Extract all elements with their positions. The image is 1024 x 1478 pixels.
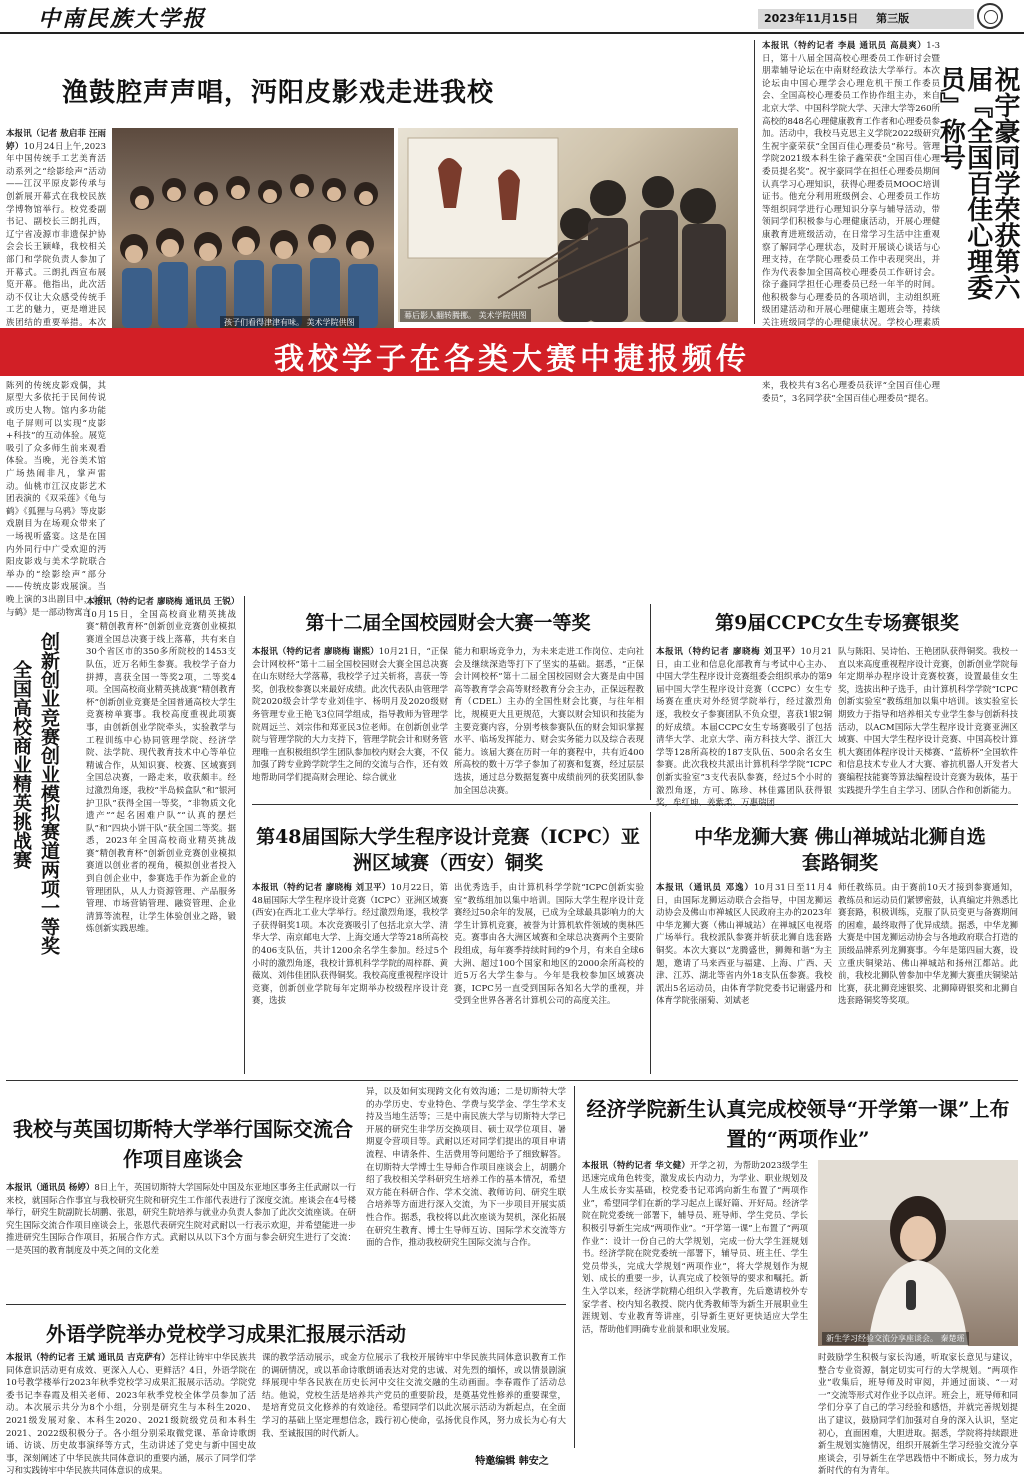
contest4-byline: 本报讯（特约记者 廖晓梅 刘卫平） bbox=[252, 883, 391, 893]
contest5-title-text: 中华龙狮大赛 佛山禅城站北狮自选套路铜奖 bbox=[694, 826, 986, 874]
article1-photo1-caption: 孩子们看得津津有味。 美术学院供图 bbox=[220, 316, 359, 329]
section-banner bbox=[0, 328, 1024, 376]
article2-title: 祝宇豪同学荣获第六届『全国百佳心理委员』称号 bbox=[935, 66, 1020, 300]
article5-byline: 本报讯（特约记者 王斌 通讯员 吉克萨有） bbox=[6, 1353, 171, 1363]
puppeteers-illustration bbox=[398, 128, 738, 322]
contest3-title: 第9届CCPC女生专场赛银奖 bbox=[715, 612, 959, 634]
article1-col1: 本报讯（记者 敖启菲 汪雨婷）10月24日上午,2023年中国传统手工艺美育活动系列之“绘影绘声”活动——江汉平原皮影传承与创新展开幕式在我校民族学博物馆举行。校党委副书记、副校长三朗扎西，辽宁省凌源市非遗保护协会会长王颖峰，我校相关部门和学院负责人参加了开幕式。三朗扎西宣布展览开幕。他指出，此次活动不仅让大众感受传统手工艺的魅力，更是增进民族团结的重要举措。本次 陈列的传统皮影戏偶，其原型大多依托于民间传说或历史人物。馆内多功能电子屏则可以实现“皮影+科技”的互动体验。展览吸引了众多师生前来观看体验。当晚，光谷美术馆广场热闹非凡，掌声雷动。仙桃市江汉皮影艺术团表演的《双采莲》《龟与鹤》《狐狸与乌鸦》等皮影戏剧目为在场观众带来了一场视听盛宴。这是在国内外同行中广受欢迎的沔阳皮影戏与美术学院联合举办的“绘影绘声”部分——传统皮影戏展演。当晚上演的3出剧目中，《龟与鹤》是一部动物寓言 bbox=[6, 129, 106, 618]
contest5-byline: 本报讯（通讯员 邓逸） bbox=[656, 883, 754, 893]
article4-title bbox=[580, 1094, 1016, 1154]
contest4-col1: 本报讯（特约记者 廖晓梅 刘卫平）10月22日，第48届国际大学生程序设计竞赛（ICPC）亚洲区域赛(西安)在西北工业大学举行。经过激烈角逐，我校学子获得铜奖1项。本次竞赛吸引了包括北京大学、清华大学、南京邮电大学、上海交通大学等218所高校的406支队伍，共计1200余名学生参加。经过5个小时的激烈角逐，我校计算机科学学院的周梓群、黄薇岚、刘伟佳团队获得铜奖。我校高度重视程序设计竞赛，创新创业学院每年定期举办校级程序设计竞赛，选拔 bbox=[252, 883, 448, 1007]
article4-photo-caption: 新生学习经验交流分享座谈会。 秦楚瑶 bbox=[822, 1332, 969, 1345]
article5-col1: 本报讯（特约记者 王斌 通讯员 吉克萨有）怎样让铸牢中华民族共同体意识活动更有成效、更深入人心、更鲜活？4日，外语学院在10号教学楼举行2023年秋季党校学习成果汇报展示活动。学院党委书记李春霞及相关老师、2023年秋季党校全体学员参加了活动。本次展示共分为8个小组，分别是研究生与本科生2020、2021级发展对象、本科生2020、2021级院级党员和本科生2021、2022级积极分子。各小组分别采取微党课、革命诗歌朗诵、访谈、历史故事演绎等方式，生动讲述了党史与新中国史故事，深刻阐述了中华民族共同体意识的重要内涵，展示了同学们学习和实践铸牢中华民族共同体意识的成果。 bbox=[6, 1353, 256, 1477]
contest2-title: 第十二届全国校园财会大赛一等奖 bbox=[305, 612, 591, 634]
issue-info bbox=[758, 9, 974, 29]
article2-text: 本报讯（特约记者 李晨 通讯员 高晨爽）1-3日，第十八届全国高校心理委员工作研讨会暨朋辈辅导论坛在中南财经政法大学举行。本次论坛由中国心理学会心理危机干预工作委员会、全国高校心理委员工作协作组主办，来自北京大学、中国科学院大学、天津大学等260所高校的848名心理健康教育工作者和心理委员参加。活动中，我校马克思主义学院2022级研究生祝宇豪荣获“全国百佳心理委员”称号。管理学院2021级本科生徐子鑫荣获“全国百佳心理委员提名奖”。祝宇豪同学在担任心理委员期间认真学习心理知识，获得心理委员MOOC培训证书。他充分利用班级例会、心理委员工作坊等组织同学进行心理知识分享与辅导活动，带领同学们积极参与心理健康活动，开展心理健康教育进班级活动，在日常学习生活中注重观察了解同学心理状态，及时开展谈心谈话与心理支持，在学院心理委员工作中表现突出，并作为代表参加全国高校心理委员工作研讨会。徐子鑫同学担任心理委员已经一年半的时间。他积极参与心理委员的各项培训，主动组织班级团建活动和开展心理健康主题班会等，持续关注班级同学的心理健康状况。学校心理素质 来，我校共有3名心理委员获评“全国百佳心理委员”，3名同学获“全国百佳心理委员”提名。 bbox=[762, 41, 940, 404]
divider-contest1 bbox=[244, 596, 245, 1074]
divider-lower bbox=[6, 1080, 1018, 1081]
article1-photo2-caption: 幕后影人翻转腾挪。 美术学院供图 bbox=[400, 309, 531, 322]
university-emblem-icon bbox=[977, 3, 1003, 29]
divider-article2 bbox=[754, 40, 755, 324]
contest1-title-line2: 全国高校商业精英挑战赛 bbox=[9, 660, 32, 869]
article1-photo-puppeteers bbox=[398, 128, 738, 322]
contest5-col1: 本报讯（通讯员 邓逸）10月31日至11月4日，由国际龙狮运动联合会指导，中国龙狮运动协会及佛山市禅城区人民政府主办的2023年中华龙狮大赛（佛山禅城站）在禅城区电视塔广场举行。我校派队参赛并斩获北狮自选套路铜奖。本次大赛以“龙腾盛世，狮舞和谐”为主题，邀请了马来西亚与福建、上海、广西、天津、江苏、湖北等省内外18支队伍参赛。我校派出5名运动员，由体育学院党委书记谢盛丹和体育学院张丽菊、刘斌老 bbox=[656, 883, 832, 1007]
article3-byline: 本报讯（通讯员 杨婷） bbox=[6, 1183, 95, 1193]
contest1-title-line1: 创新创业竞赛创业模拟赛道两项一等奖 bbox=[37, 632, 60, 955]
paper-name: 中南民族大学报 bbox=[38, 6, 207, 32]
contest2-byline: 本报讯（特约记者 廖晓梅 谢熙） bbox=[252, 647, 379, 657]
article3-col2: 异，以及如何实现跨文化有效沟通；二是切斯特大学的办学历史、专业特色、学费与奖学金、学生学术支持及当地生活等；三是中南民族大学与切斯特大学已开展的研究生非学历交换项目、硕士双学位项目、暑期夏令营项目等。武耐以还对同学们提出的项目申请流程、申请条件、生活费用等问题给予了细致解答。在切斯特大学博士生导师合作项目座谈会上，胡鹏介绍了我校相关学科研究生培养工作的基本情况，希望双方能在科研合作、学术交流、教师访问、研究生联合培养等方面进行深入交流，为下一步项目开展实质性合作。据悉，我校将以此次座谈为契机，深化拓展在研究生教育、博士生导师互访、国际学术交流等方面的合作，推动我校研究生国际交流与合作。 bbox=[366, 1087, 566, 1249]
article3-col1: 本报讯（通讯员 杨婷）8日上午，英国切斯特大学国际处中国及东亚地区事务主任武耐以一行来校，就国际合作事宜与我校研究生院和研究生工作部代表进行了深度交流。座谈会在4号楼举行，研究生院副院长胡鹏、张恩，研究生院培养与就业办负责人参加了此次交流座谈。在研究生国际交流合作项目座谈会上，张恩代表研究生院对武耐以一行表示欢迎，并希望能进一步推进研究生国际合作项目，拓展合作方式。武耐以从以下3个方面与参会研究生进行了交流：一是英国的教育制度及中英之间的文化差 bbox=[6, 1183, 356, 1256]
divider-contest2 bbox=[650, 604, 651, 800]
audience-illustration bbox=[112, 128, 394, 328]
article4-title-text: 经济学院新生认真完成校领导“开学第一课”上布置的“两项作业” bbox=[586, 1097, 1010, 1151]
article2-byline: 本报讯（特约记者 李晨 通讯员 高晨爽） bbox=[762, 41, 927, 51]
divider-article4 bbox=[574, 1086, 575, 1448]
article4-byline: 本报讯（特约记者 华文健） bbox=[582, 1161, 691, 1171]
article4-photo bbox=[818, 1160, 1018, 1346]
article1-headline: 渔鼓腔声声唱，沔阳皮影戏走进我校 bbox=[62, 78, 495, 108]
article5-title: 外语学院举办党校学习成果汇报展示活动 bbox=[46, 1322, 406, 1346]
contest5-title bbox=[690, 824, 990, 876]
banner-title: 我校学子在各类大赛中捷报频传 bbox=[274, 342, 750, 377]
article5-col2: 课的教学活动展示，或金方位展示了我校开展铸牢中华民族共同体意识教育工作的调研情况，或以革命诗歌朗诵表达对党的忠诚、对先烈的缅怀，或以情景剧演绎展现中华各民族在历史长河中交往交流交融的生动画面。李春霞作了活动总结。他说，党校生活是培养共产党员的重要阶段，是奠基党性修养的重要课堂，是培育党员文化修养的有效途径。希望同学们以此次展示活动为新起点，在全面学习的基础上坚定理想信念，践行初心使命，弘扬优良作风，努力成长为心有大我、至诚报国的时代新人。 bbox=[262, 1353, 566, 1439]
contest3-col2: 队与陈阳、吴诗怡、王艳团队获得铜奖。我校一直以来高度重视程序设计竞赛，创新创业学院每年定期举办程序设计竞赛校赛，设置最佳女生奖，选拔出种子选手，由计算机科学学院“ICPC创新实验室”教练组加以集中培训。该实验室长期致力于指导和培养相关专业学生参与创新科技活动，以ACM国际大学生程序设计竞赛亚洲区域赛、中国大学生程序设计竞赛、中国高校计算机大赛团体程序设计天梯赛、“蓝桥杯”全国软件和信息技术专业人才大赛、睿抗机器人开发者大赛编程技能赛等算法编程设计竞赛为载体，基于实践提升学生自主学习、团队合作和创新能力。 bbox=[838, 647, 1018, 796]
issue-date: 2023年11月15日 bbox=[764, 12, 859, 25]
page-editor: 特邀编辑 韩安之 bbox=[475, 1456, 549, 1467]
contest4-title bbox=[252, 824, 644, 876]
student-speaking-illustration bbox=[818, 1160, 1018, 1346]
contest5-col2: 师任教练员。由于赛前10天才接到参赛通知，教练员和运动员们紧锣密鼓，认真编定并熟悉比赛套路，积极训练，克服了队员变更与备赛期间的困难，最终取得了优异成绩。据悉，中华龙狮大赛是中国龙狮运动协会与各地政府联合打造的顶级品牌系列龙狮赛事。今年是第四届大赛，设立重庆铜梁站、佛山禅城站和扬州江都站。此前，我校北狮队曾参加中华龙狮大赛重庆铜梁站比赛，获北狮竞速银奖、北狮障碍银奖和北狮自选套路铜奖等奖项。 bbox=[838, 883, 1018, 1007]
contest3-col1: 本报讯（特约记者 廖晓梅 刘卫平）10月21日，由工业和信息化部教育与考试中心主办、中国大学生程序设计竞赛组委会组织承办的第9届中国大学生程序设计竞赛（CCPC）女生专场赛在重庆对外经贸学院举行，经过激烈角逐，我校女子参赛团队不负众望，喜获1银2铜的好成绩。本届CCPC女生专场赛吸引了包括清华大学、北京大学、南方科技大学、浙江大学等128所高校的187支队伍、500余名女生参赛。此次我校共派出计算机科学学院“ICPC创新实验室”3支代表队参赛，经过5个小时的激烈角逐，方可、陈珍、林佳露团队获得银 bbox=[656, 647, 833, 796]
contest1-byline: 本报讯（特约记者 廖晓梅 通讯员 王锐） bbox=[86, 597, 240, 607]
divider-article3 bbox=[6, 1304, 566, 1305]
issue-page: 第三版 bbox=[876, 12, 910, 25]
article1-photo-children bbox=[112, 128, 394, 328]
contest3-byline: 本报讯（特约记者 廖晓梅 刘卫平） bbox=[656, 647, 801, 657]
divider-contests-mid bbox=[252, 804, 1018, 805]
article3-title-text: 我校与英国切斯特大学举行国际交流合作项目座谈会 bbox=[13, 1117, 353, 1171]
contest4-title-text: 第48届国际大学生程序设计竞赛（ICPC）亚洲区域赛（西安）铜奖 bbox=[256, 826, 640, 874]
contest2-col1: 本报讯（特约记者 廖晓梅 谢熙）10月21日，“正保会计网校杯”第十二届全国校园财会大赛全国总决赛在山东财经大学落幕，我校学子过关斩将，喜获一等奖，创我校参赛以来最好成绩。此次代表队由管理学院2020级会计学专业刘佳宇、杨明月及2020级财务管理专业王艳飞3位同学组成，指导教师为管理学院周远兰、刘宗伟和郑亚民3位老师。在创新创业学院与管理学院的大力支持下，管理学院会计和财务管理唯一直积极组织学生团队参加校内财会大赛，不仅加强了跨专业跨学院学生之间的交流与合作，还有效地帮助同学们提高财会理论、综合就业 bbox=[252, 647, 449, 783]
masthead bbox=[0, 0, 1024, 34]
contest2-col2: 能力和职场竞争力，为未来走进工作岗位、走向社会及继续深造等打下了坚实的基础。据悉，“正保会计网校杯”第十二届全国校园财会大赛是由中国高等教育学会高等财经教育分会主办，正保远程教育（CDEL）主办的全国性财会比赛，与往年相比，规模更大且更规范，大赛以财会知识和技能为主要竞赛内容，分别考核参赛队伍的财会知识掌握水平、临场发挥能力、财会实务能力以及综合表现能力。该届大赛在历时一年的赛程中，共有近400所高校的数十万学子参加了初赛和复赛，经过层层选拔，通过总分数据复赛中成绩前列的获奖团队参加全国总决赛。 bbox=[454, 647, 644, 796]
article1-byline: 本报讯（记者 敖启菲 汪雨婷） bbox=[6, 129, 106, 152]
article4-col1: 本报讯（特约记者 华文健）开学之初，为帮助2023级学生迅速完成角色转变，激发成长内动力，为学业、职业规划及人生成长夯实基础，校党委书记邓鸿向新生布置了“两项作业”，希望同学们在新的学习起点上谋好篇、开好局。经济学院在院党委统一部署下，辅导员、班导师、学生党员、学长积极引导新生完成“两项作业”。“开学第一课”上布置了“两项作业”：设计一份自己的大学规划，完成一份大学生涯规划书。经济学院在院党委统一部署下，辅导员、班主任、学生党员带头，完成大学规划“两项作业”，将大学规划作为规划、成长的重要一步，认真完成了校领导的要求和嘱托。新生入学以来，经济学院精心组织入学教育，先后邀请校外专家学者、校内知名教授、院内优秀教师等为新生开展职业生涯规划、专业教育等讲座，引导新生更好更快适应大学生活，帮助他们明确专业前景和职业发展。 bbox=[582, 1161, 808, 1335]
article4-col2: 时鼓励学生积极与家长沟通，听取家长意见与建议，整合专业资源，制定切实可行的大学规划。“两项作业”收集后，班导师及时审阅，并通过面谈、“一对一”交流等形式对作业予以点评。班会上，班导师和同学们分享了自己的学习经验和感悟，并就完善规划提出了建议，鼓励同学们加强对自身的深入认识，坚定初心，直面困难，大胆进取。据悉，学院将持续跟进新生规划实施情况，组织开展新生学习经验交流分享座谈会，引导新生在学思践悟中不断成长，努力成为新时代的有为青年。 bbox=[818, 1353, 1018, 1477]
contest4-col2: 出优秀选手，由计算机科学学院“ICPC创新实验室”教练组加以集中培训。国际大学生程序设计竞赛经过50余年的发展，已成为全球最具影响力的大学生计算机竞赛，被誉为计算机软件领域的奥林匹克。赛事由各大洲区域赛和全球总决赛两个主要阶段组成，每年赛季持续时间约9个月，有来自全球6大洲、超过100个国家和地区的2000余所高校的近5万名大学生参与。今年是我校参加区域赛决赛，ICPC另一直受到国际各知名大学的重视，并受到全世界各著名计算机公司的高度关注。 bbox=[454, 883, 644, 1007]
divider-contest4 bbox=[650, 812, 651, 1074]
article3-title bbox=[10, 1114, 356, 1174]
contest1-text: 本报讯（特约记者 廖晓梅 通讯员 王锐）10月15日，全国高校商业精英挑战赛“精创教育杯”创新创业竞赛创业模拟赛道全国总决赛于线上落幕，共有来自30个省区市的350多所院校的1453支队伍，近万名师生参赛。我校学子奋力拼搏，喜获全国一等奖2项，二等奖4项。全国高校商业精英挑战赛“精创教育杯”创新创业竞赛是全国普通高校大学生竞赛榜单赛事。我校高度重视此项赛事，由创新创业学院牵头，实验教学与工程训练中心协同管理学院、经济学院、法学院、现代教育技术中心等单位精诚合作，从知识赛、校赛、区域赛到全国总决赛，一路走来，收获颇丰。经过激烈角逐，我校“半岛候盒队”和“银河护卫队”获得全国一等奖，“非物质文化遗产”“起名困难户队”“认真的摆烂队”和“四块小饼干队”获全国二等奖。据悉，2023年全国高校商业精英挑战赛“精创教育杯”创新创业竞赛创业模拟赛道以创业者的视角，模拟创业者投入到自创企业中，参赛选手作为新企业的管理团队，从人力资源管理、产品服务管理、市场营销管理、融资管理、企业清算等流程，让学生体验创业之路，锻炼创新实践思维。 bbox=[86, 597, 240, 935]
